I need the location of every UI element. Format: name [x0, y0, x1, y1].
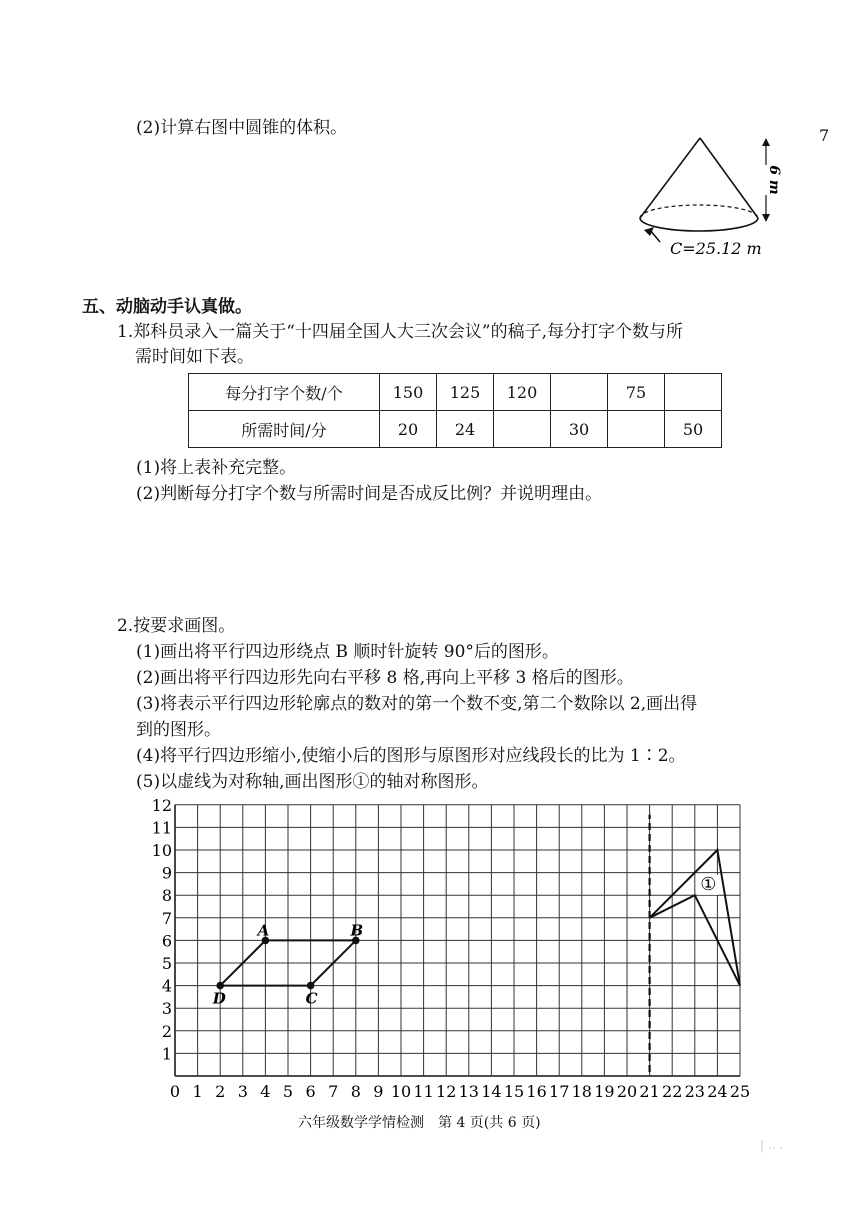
x-tick-label: 6 [305, 1082, 316, 1101]
x-tick-label: 14 [481, 1082, 502, 1101]
height-label: 6 m [766, 165, 782, 195]
problem2-sub5: (5)以虚线为对称轴,画出图形①的轴对称图形。 [136, 772, 489, 792]
y-tick-label: 1 [161, 1044, 172, 1064]
x-tick-label: 5 [282, 1082, 294, 1101]
x-tick-label: 20 [616, 1082, 638, 1101]
x-tick-label: 17 [549, 1082, 570, 1101]
y-tick-label: 11 [151, 818, 172, 838]
circumference-label: C=25.12 m [670, 239, 762, 258]
x-tick-label: 23 [684, 1082, 705, 1101]
x-tick-label: 22 [662, 1082, 683, 1101]
x-tick-label: 15 [503, 1082, 525, 1101]
y-tick-label: 9 [161, 863, 172, 883]
x-tick-label: 4 [260, 1082, 271, 1101]
table-cell: 20 [380, 411, 437, 448]
table-cell: 125 [437, 374, 494, 411]
question-cone-volume: (2)计算右图中圆锥的体积。 [136, 118, 348, 138]
section-title: 五、动脑动手认真做。 [82, 297, 252, 317]
y-tick-label: 5 [161, 954, 172, 973]
y-tick-label: 12 [151, 795, 172, 815]
table-cell: 24 [437, 411, 494, 448]
x-tick-label: 9 [373, 1082, 384, 1101]
x-tick-label: 3 [237, 1082, 248, 1101]
problem2-sub3-line1: (3)将表示平行四边形轮廓点的数对的第一个数不变,第二个数除以 2,画出得 [136, 694, 698, 714]
y-tick-label: 2 [161, 1021, 172, 1041]
y-tick-label: 6 [161, 931, 172, 951]
x-tick-label: 11 [413, 1082, 434, 1101]
table-cell: 30 [551, 411, 608, 448]
x-tick-label: 24 [707, 1082, 728, 1101]
table-header-speed: 每分打字个数/个 [189, 374, 380, 411]
x-tick-label: 18 [571, 1082, 592, 1101]
vertex-label: A [257, 921, 270, 940]
table-cell: 50 [665, 411, 722, 448]
x-tick-label: 10 [390, 1082, 412, 1101]
x-tick-label: 25 [729, 1082, 751, 1101]
x-tick-label: 13 [458, 1082, 479, 1101]
problem2-sub4: (4)将平行四边形缩小,使缩小后的图形与原图形对应线段长的比为 1∶2。 [136, 746, 686, 766]
y-tick-label: 3 [161, 999, 172, 1019]
x-tick-label: 19 [594, 1082, 615, 1101]
vertex-point [307, 982, 315, 990]
vertex-label: C [305, 989, 318, 1008]
table-cell: 75 [608, 374, 665, 411]
problem1-line2: 需时间如下表。 [135, 347, 254, 367]
table-header-time: 所需时间/分 [189, 411, 380, 448]
x-tick-label: 16 [526, 1082, 547, 1101]
scan-smudge: | .. . [760, 1138, 784, 1152]
page-footer: 六年级数学学情检测 第 4 页(共 6 页) [298, 1115, 541, 1131]
x-tick-label: 21 [639, 1082, 660, 1101]
x-tick-label: 0 [169, 1082, 181, 1101]
vertex-label: D [212, 989, 226, 1008]
y-tick-label: 8 [161, 886, 172, 906]
figure-1-label: ① [700, 873, 717, 895]
x-tick-label: 2 [215, 1082, 226, 1101]
problem1-line1: 1.郑科员录入一篇关于“十四届全国人大三次会议”的稿子,每分打字个数与所 [117, 322, 684, 342]
problem2-sub3-line2: 到的图形。 [136, 720, 221, 740]
x-tick-label: 1 [192, 1082, 203, 1101]
x-tick-label: 8 [350, 1082, 361, 1101]
vertex-point [216, 982, 224, 990]
problem1-sub1: (1)将上表补充完整。 [136, 458, 297, 478]
y-tick-label: 7 [161, 908, 172, 928]
x-tick-label: 7 [328, 1082, 339, 1101]
y-tick-label: 4 [161, 976, 172, 996]
problem2-title: 2.按要求画图。 [117, 616, 236, 636]
vertex-label: B [350, 921, 364, 940]
table-cell: 120 [494, 374, 551, 411]
side-page-mark: 7 [819, 126, 830, 145]
x-tick-label: 12 [436, 1082, 457, 1101]
table-cell: 150 [380, 374, 437, 411]
problem2-sub1: (1)画出将平行四边形绕点 B 顺时针旋转 90°后的图形。 [136, 642, 559, 662]
problem2-sub2: (2)画出将平行四边形先向右平移 8 格,再向上平移 3 格后的图形。 [136, 668, 634, 688]
problem1-sub2: (2)判断每分打字个数与所需时间是否成反比例？并说明理由。 [136, 484, 603, 504]
y-tick-label: 10 [151, 841, 172, 860]
